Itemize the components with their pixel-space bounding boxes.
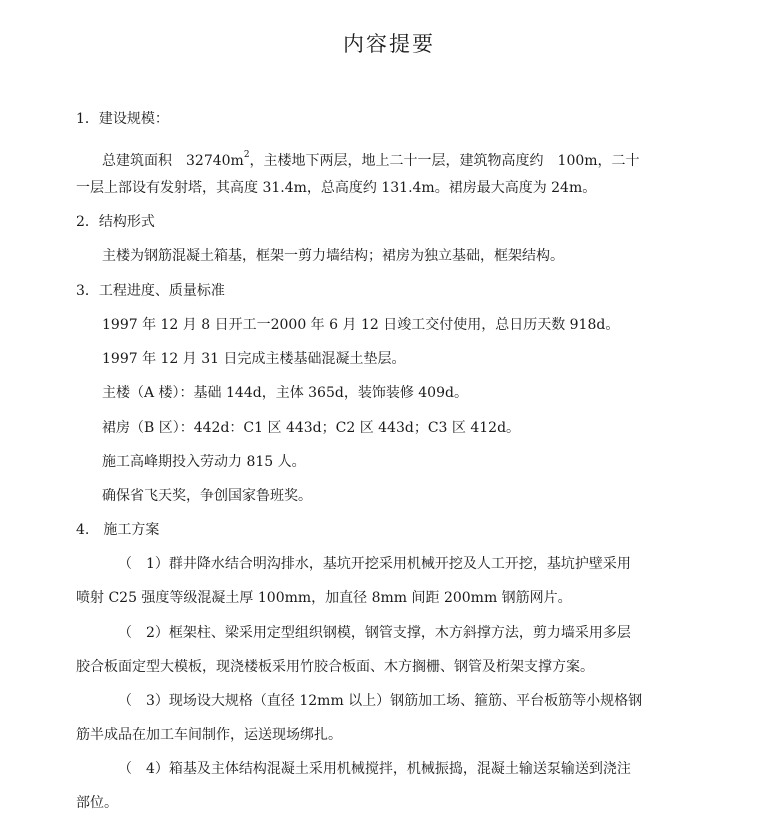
page-title: 内容提要 (343, 32, 435, 56)
section-2-line-1: 主楼为钢筋混凝土箱基，框架一剪力墙结构；裙房为独立基础，框架结构。 (102, 248, 564, 264)
section-1-line-1 (102, 145, 640, 171)
section-4-item-1-line-1: （ 1）群井降水结合明沟排水，基坑开挖采用机械开挖及人工开挖，基坑护壁采用 (118, 556, 631, 572)
section-4-item-3-line-2: 筋半成品在加工车间制作，运送现场绑扎。 (76, 727, 342, 743)
section-3-line-1: 1997 年 12 月 8 日开工一2000 年 6 月 12 日竣工交付使用，总日历天数 918d。 (102, 317, 620, 333)
section-3-line-6: 确保省飞天奖，争创国家鲁班奖。 (102, 488, 312, 504)
section-4-item-4-line-1: （ 4）箱基及主体结构混凝土采用机械搅拌，机械振捣，混凝土输送泵输送到浇注 (118, 761, 631, 777)
section-3-heading: 3．工程进度、质量标准 (76, 283, 225, 299)
section-2-heading: 2．结构形式 (76, 214, 155, 230)
section-4-item-1-line-2: 喷射 C25 强度等级混凝土厚 100mm，加直径 8mm 间距 200mm 钢筋网片。 (76, 590, 572, 606)
section-3-line-4: 裙房（B 区）：442d：C1 区 443d；C2 区 443d；C3 区 412d。 (102, 420, 521, 436)
area-unit-superscript: 2 (243, 150, 250, 160)
section-4-item-2-line-1: （ 2）框架柱、梁采用定型组织钢模，钢管支撑，木方斜撑方法，剪力墙采用多层 (118, 625, 631, 641)
section-1-line-1-rest: ，主楼地下两层，地上二十一层，建筑物高度约 100m，二十 (249, 153, 640, 169)
section-4-item-3-line-1: （ 3）现场设大规格（直径 12mm 以上）钢筋加工场、箍筋、平台板筋等小规格钢 (118, 693, 643, 709)
section-4-heading: 4. 施工方案 (76, 522, 160, 538)
section-3-line-3: 主楼（A 楼）：基础 144d，主体 365d，装饰装修 409d。 (102, 385, 468, 401)
total-area-text: 总建筑面积 32740m (102, 153, 244, 169)
section-3-line-2: 1997 年 12 月 31 日完成主楼基础混凝土垫层。 (102, 351, 406, 367)
section-1-line-2: 一层上部设有发射塔，其高度 31.4m，总高度约 131.4m。裙房最大高度为 24m。 (76, 180, 597, 196)
section-3-line-5: 施工高峰期投入劳动力 815 人。 (102, 454, 306, 470)
section-4-item-2-line-2: 胶合板面定型大模板，现浇楼板采用竹胶合板面、木方搁栅、钢管及桁架支撑方案。 (76, 659, 594, 675)
section-4-item-4-line-2: 部位。 (76, 795, 118, 811)
section-1-heading: 1．建设规模： (76, 111, 169, 127)
